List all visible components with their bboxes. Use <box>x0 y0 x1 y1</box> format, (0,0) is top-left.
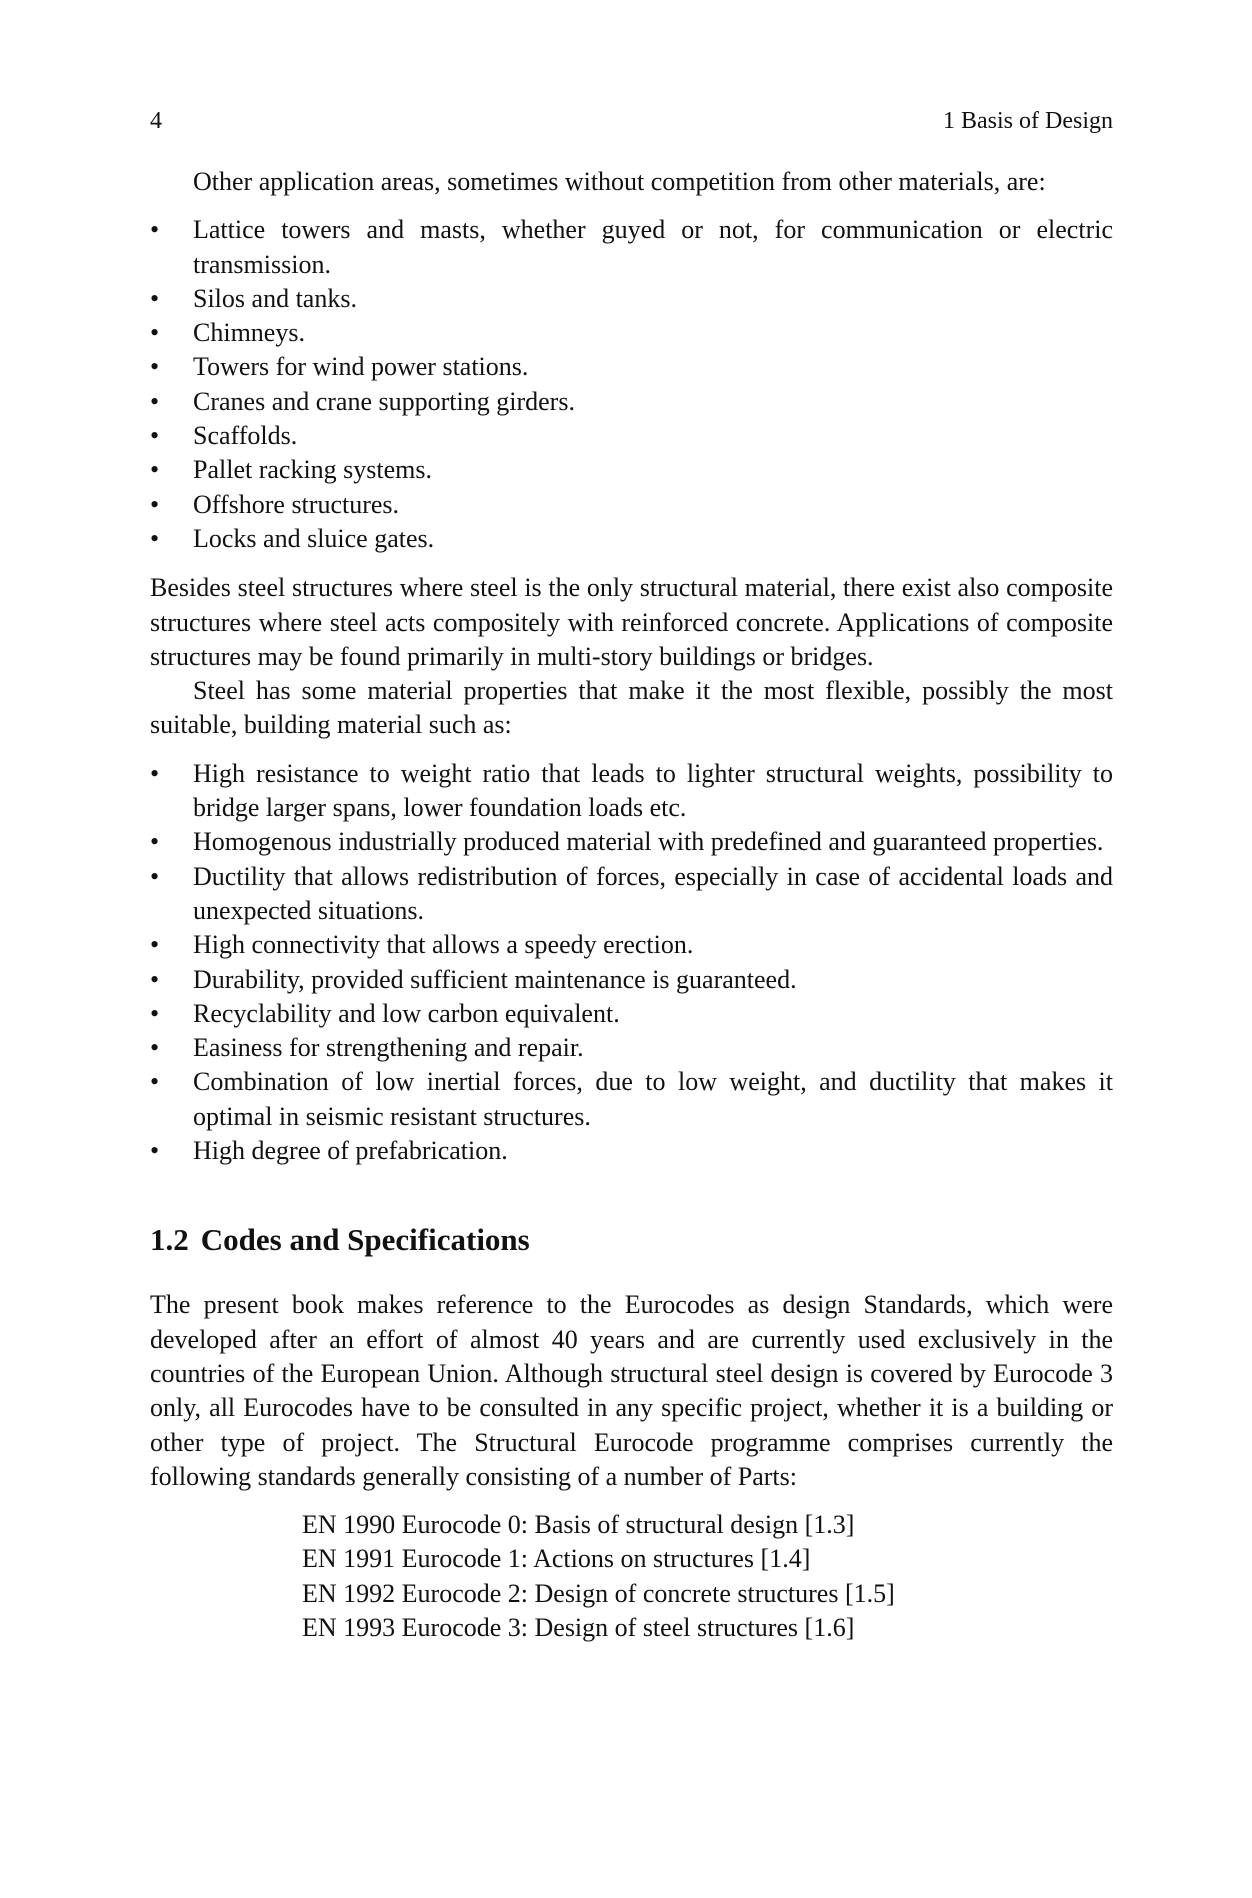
list-item: • Silos and tanks. <box>150 282 1113 316</box>
bullet-icon: • <box>150 930 160 960</box>
bullet-icon: • <box>150 283 160 313</box>
list-item: • High degree of prefabrication. <box>150 1134 1113 1168</box>
bullet-icon: • <box>150 1067 160 1097</box>
bullet-icon: • <box>150 861 160 891</box>
list-item: • Pallet racking systems. <box>150 453 1113 487</box>
bullet-icon: • <box>150 386 160 416</box>
bullet-icon: • <box>150 1033 160 1063</box>
running-header <box>150 104 1113 138</box>
list-item: • High connectivity that allows a speedy erection. <box>150 928 1113 962</box>
bullet-icon: • <box>150 964 160 994</box>
bullet-icon: • <box>150 489 160 519</box>
section-number: 1.2 <box>150 1222 189 1258</box>
eurocodes-paragraph: The present book makes reference to the Eurocodes as design Standards, which were developed after an effort of almost 40 years and are currently used exclusively in the countries of the European Union. Although structural steel design is covered by Eurocode 3 only, all Eurocodes have to be consulted in any specific project, whether it is a building or other type of project. The Structural Eurocode programme comprises currently the following standards generally consisting of a number of Parts: <box>150 1290 1113 1491</box>
eurocode-list <box>302 1508 1113 1645</box>
list-item: • Durability, provided sufficient maintenance is guaranteed. <box>150 963 1113 997</box>
bullet-icon: • <box>150 827 160 857</box>
bullet-icon: • <box>150 758 160 788</box>
list-item: EN 1991 Eurocode 1: Actions on structures [1.4] <box>302 1544 811 1574</box>
bullet-icon: • <box>150 455 160 485</box>
bullet-icon: • <box>150 318 160 348</box>
bullet-icon: • <box>150 421 160 451</box>
list-item: • Chimneys. <box>150 316 1113 350</box>
list-item: • Recyclability and low carbon equivalent. <box>150 997 1113 1031</box>
list-item: • Cranes and crane supporting girders. <box>150 385 1113 419</box>
properties-intro-paragraph: Steel has some material properties that make it the most flexible, possibly the most suitable, building material such as: <box>150 676 1113 740</box>
list-item: • Easiness for strengthening and repair. <box>150 1031 1113 1065</box>
list-item: • Ductility that allows redistribution of forces, especially in case of accidental loads and unexpected situations. <box>150 861 1113 925</box>
intro-paragraph: Other application areas, sometimes without competition from other materials, are: <box>193 167 1046 196</box>
list-item: • Homogenous industrially produced material with predefined and guaranteed properties. <box>150 825 1113 859</box>
bullet-icon: • <box>150 352 160 382</box>
list-item: • Lattice towers and masts, whether guyed or not, for communication or electric transmission. <box>150 215 1113 279</box>
bullet-icon: • <box>150 215 160 245</box>
list-item: • Offshore structures. <box>150 488 1113 522</box>
list-item: • Locks and sluice gates. <box>150 522 1113 556</box>
book-page <box>150 104 1113 1645</box>
list-item: • Scaffolds. <box>150 419 1113 453</box>
list-item: EN 1992 Eurocode 2: Design of concrete structures [1.5] <box>302 1578 895 1608</box>
bullet-icon: • <box>150 523 160 553</box>
chapter-title: 1 Basis of Design <box>943 108 1113 134</box>
steel-properties-list <box>150 757 1113 1169</box>
bullet-icon: • <box>150 1136 160 1166</box>
bullet-icon: • <box>150 998 160 1028</box>
composite-paragraph: Besides steel structures where steel is the only structural material, there exist also composite structures where steel acts compositely with reinforced concrete. Applications of composite structures may be found primarily in multi-story buildings or bridges. <box>150 573 1113 671</box>
page-number: 4 <box>150 108 162 134</box>
section-title: Codes and Specifications <box>200 1222 530 1258</box>
section-heading <box>150 1220 1113 1260</box>
list-item: • Towers for wind power stations. <box>150 350 1113 384</box>
list-item: • Combination of low inertial forces, due to low weight, and ductility that makes it optimal in seismic resistant structures. <box>150 1067 1113 1131</box>
application-areas-list <box>150 213 1113 556</box>
list-item: EN 1993 Eurocode 3: Design of steel structures [1.6] <box>302 1612 855 1642</box>
list-item: EN 1990 Eurocode 0: Basis of structural design [1.3] <box>302 1510 855 1540</box>
list-item: • High resistance to weight ratio that leads to lighter structural weights, possibility to bridge larger spans, lower foundation loads etc. <box>150 758 1113 823</box>
